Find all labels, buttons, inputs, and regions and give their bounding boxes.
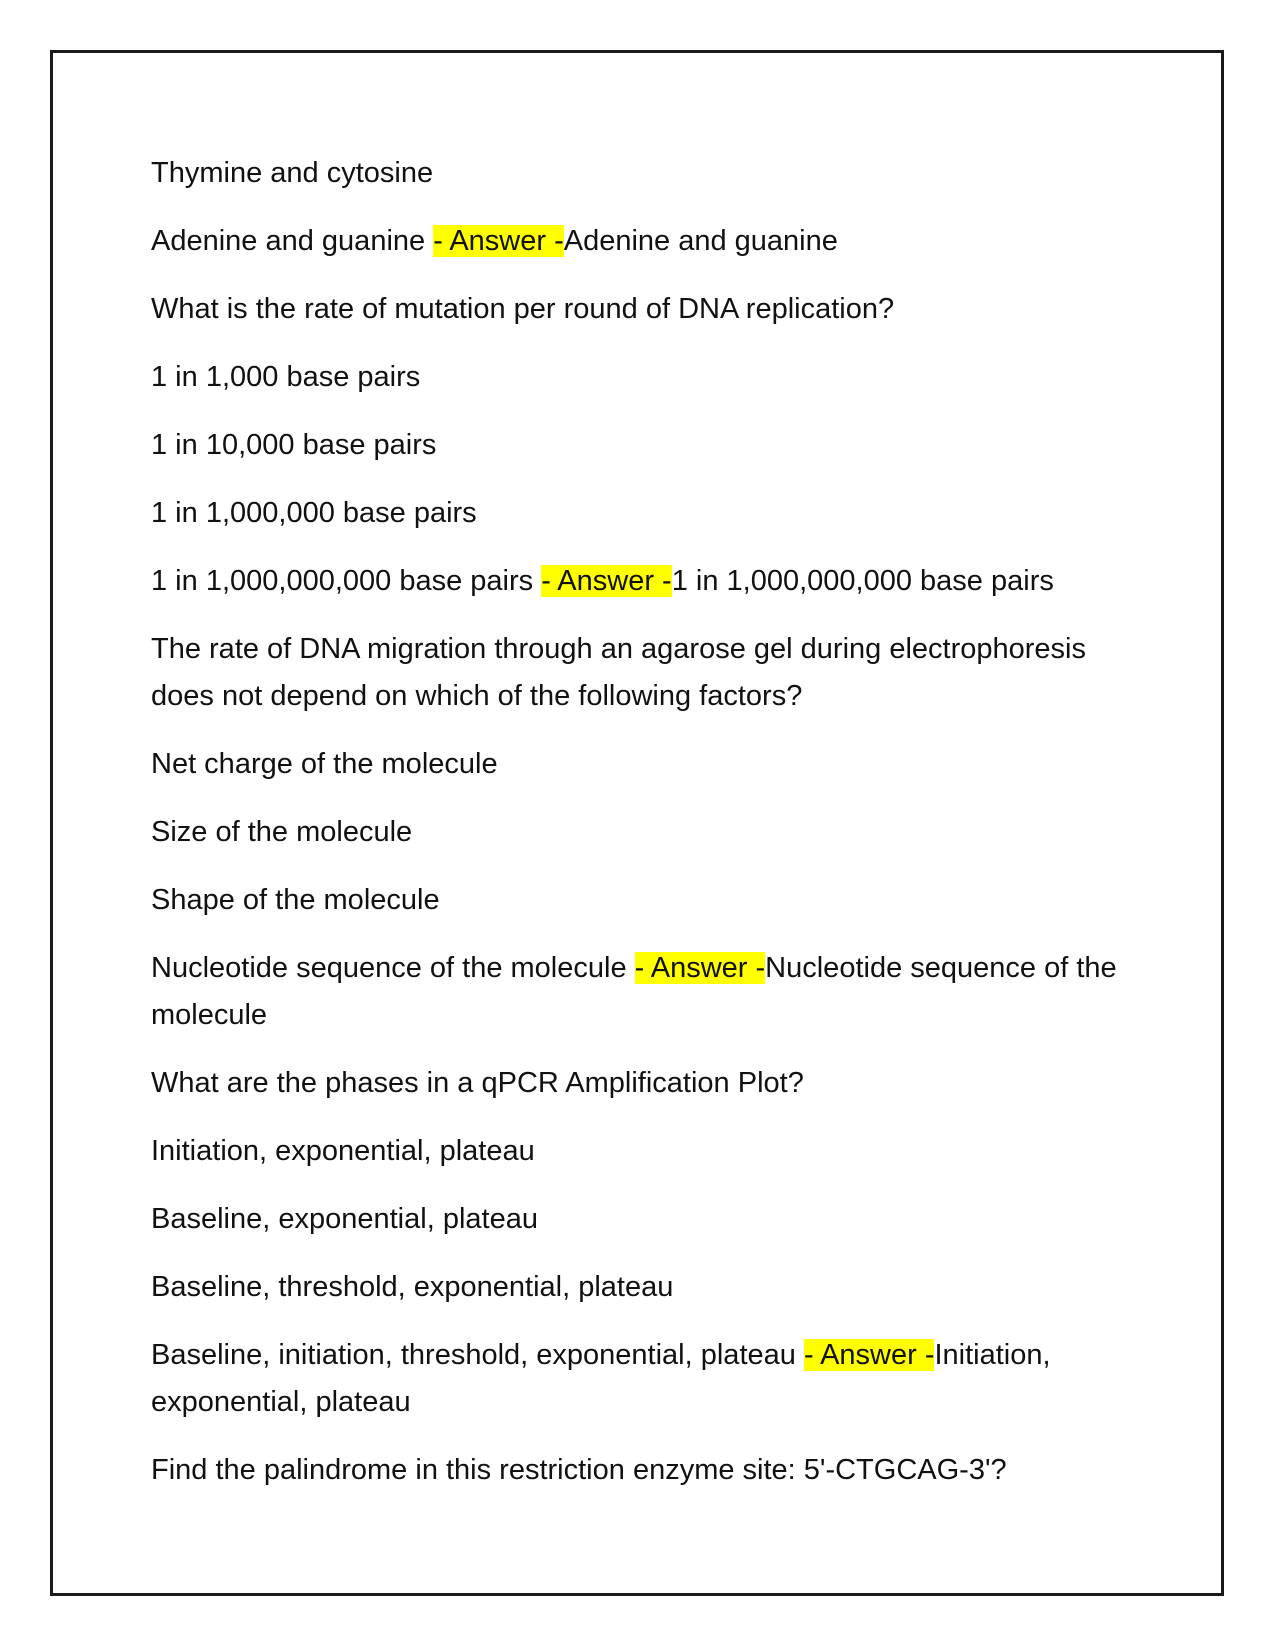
question-line: Find the palindrome in this restriction enzyme site: 5'-CTGCAG-3'? [151, 1454, 1007, 1486]
question-line: What is the rate of mutation per round of DNA replication? [151, 293, 895, 325]
question-line: The rate of DNA migration through an agarose gel during electrophoresis does not depend on which of the following factors? [151, 633, 1086, 712]
answer-text: Adenine and guanine [563, 225, 838, 257]
answer-line: Nucleotide sequence of the molecule - Answer -Nucleotide sequence of the molecule [151, 952, 1117, 1031]
answer-text: 1 in 1,000,000,000 base pairs [671, 565, 1054, 597]
option-line: Size of the molecule [151, 816, 413, 848]
answer-text: Initiation, exponential, plateau [151, 1339, 1051, 1418]
option-line: Baseline, exponential, plateau [151, 1203, 538, 1235]
option-line: Net charge of the molecule [151, 748, 498, 780]
option-line: 1 in 1,000 base pairs [151, 361, 421, 393]
answer-highlight: - Answer - [541, 565, 672, 597]
answer-text: Nucleotide sequence of the molecule [151, 952, 1117, 1031]
option-line: Thymine and cytosine [151, 157, 434, 189]
option-line: Shape of the molecule [151, 884, 440, 916]
answer-line: Baseline, initiation, threshold, exponential, plateau - Answer -Initiation, exponential, plateau [151, 1339, 1051, 1418]
option-line: Baseline, threshold, exponential, plateau [151, 1271, 674, 1303]
answer-line: Adenine and guanine - Answer -Adenine and guanine [151, 225, 838, 257]
document-body [151, 150, 1141, 1515]
option-line: Initiation, exponential, plateau [151, 1135, 535, 1167]
answer-highlight: - Answer - [634, 952, 766, 984]
answer-line: 1 in 1,000,000,000 base pairs - Answer -1 in 1,000,000,000 base pairs [151, 565, 1054, 597]
option-line: 1 in 1,000,000 base pairs [151, 497, 477, 529]
answer-highlight: - Answer - [803, 1339, 935, 1371]
answer-highlight: - Answer - [433, 225, 564, 257]
option-line: 1 in 10,000 base pairs [151, 429, 437, 461]
question-line: What are the phases in a qPCR Amplification Plot? [151, 1067, 804, 1099]
